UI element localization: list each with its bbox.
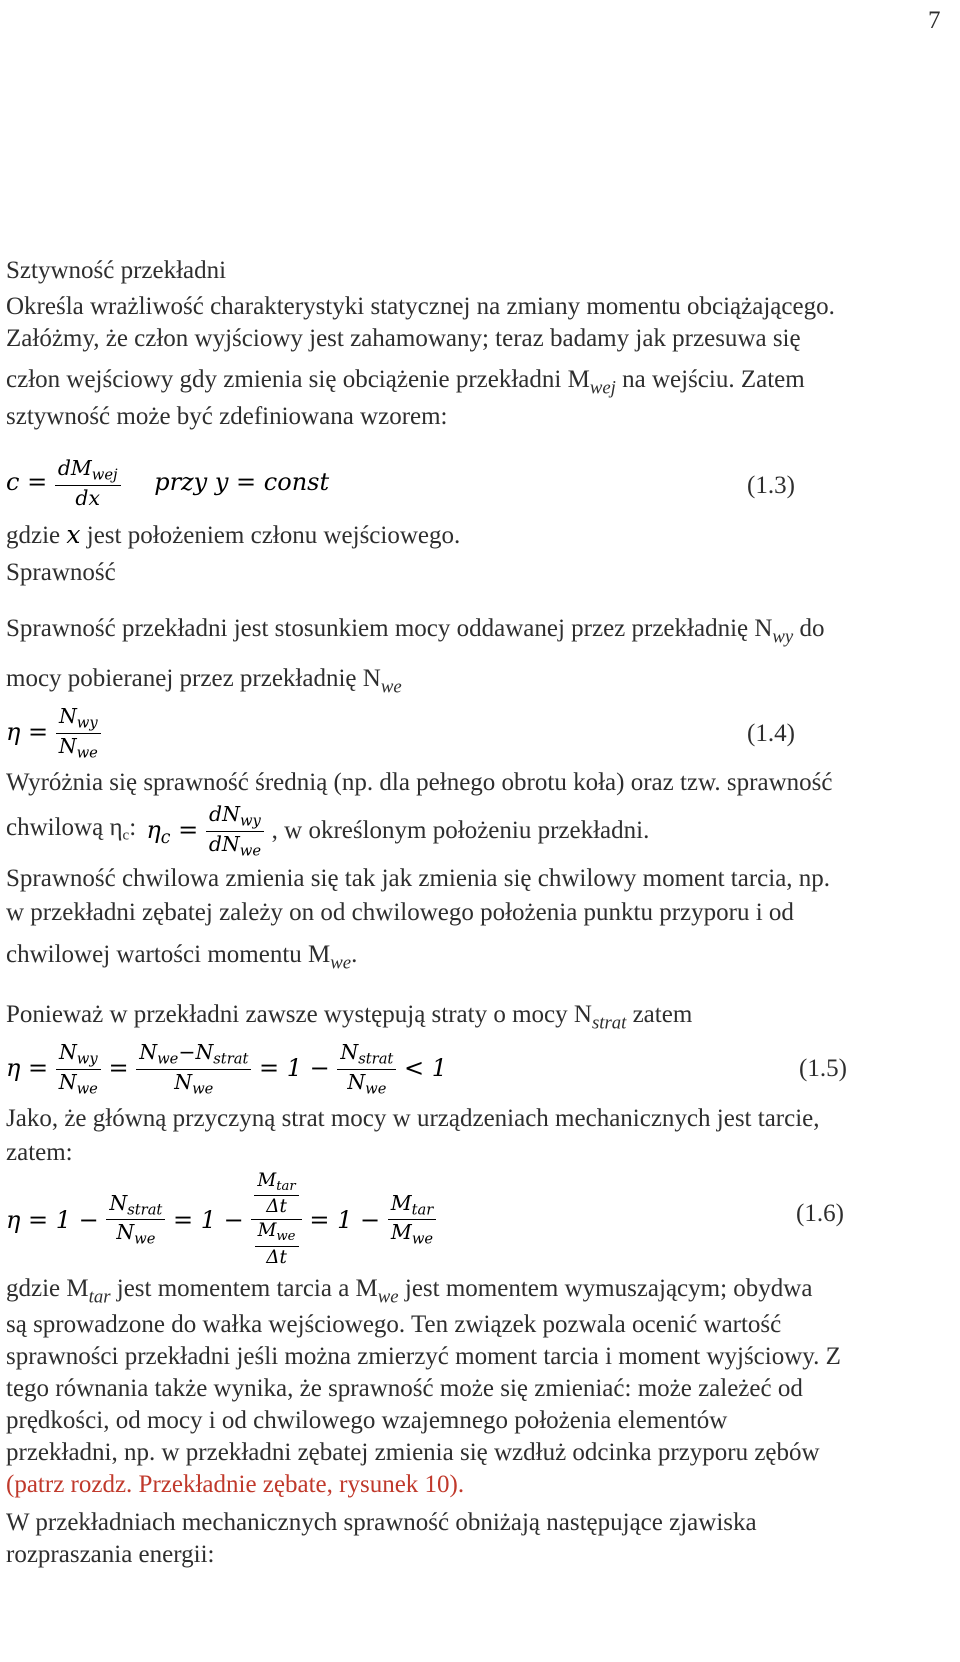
paragraph-line: zatem: — [6, 1139, 73, 1166]
equation-instantaneous: $\eta_c$ = $\frac{dN_{wy}}{dN_{we}}$ — [146, 816, 271, 844]
paragraph-line: Sprawność chwilowa zmienia się tak jak zmienia się chwilowy moment tarcia, np. — [6, 865, 831, 892]
equation-number: (1.4) — [747, 720, 795, 747]
paragraph-line: przekładni, np. w przekładni zębatej zmienia się wzdłuż odcinka przyporu zębów — [6, 1439, 820, 1466]
paragraph-line: gdzie x jest położeniem członu wejściowego. — [6, 520, 461, 549]
section-title-stiffness: Sztywność przekładni — [6, 257, 227, 284]
paragraph-line: Załóżmy, że człon wyjściowy jest zahamowany; teraz badamy jak przesuwa się — [6, 325, 801, 352]
equation-number: (1.6) — [796, 1200, 844, 1227]
paragraph-line: są sprowadzone do wałka wejściowego. Ten związek pozwala ocenić wartość — [6, 1311, 782, 1338]
paragraph-line: w przekładni zębatej zależy on od chwilowego położenia punktu przyporu i od — [6, 899, 794, 926]
paragraph-line: tego równania także wynika, że sprawność może się zmieniać: może zależeć od — [6, 1375, 803, 1402]
section-title-efficiency: Sprawność — [6, 559, 116, 586]
paragraph-line: rozpraszania energii: — [6, 1541, 215, 1568]
paragraph-line: Jako, że główną przyczyną strat mocy w urządzeniach mechanicznych jest tarcie, — [6, 1105, 820, 1132]
paragraph-line: sztywność może być zdefiniowana wzorem: — [6, 403, 448, 430]
cross-reference-link[interactable]: (patrz rozdz. Przekładnie zębate, rysunek 10). — [6, 1471, 465, 1498]
equation-1-5: η = $\frac{N_{wy}}{N_{we}}$ = $\frac{N_{we}-N_{strat}}{N_{we}}$ = 1 − $\frac{N_{strat}}{N_{we}}$ < 1 — [6, 1040, 447, 1098]
paragraph-line: chwilową ηc: $\eta_c$ = $\frac{dN_{wy}}{dN_{we}}$ , w określonym położeniu przekładni. — [6, 802, 650, 860]
paragraph-line: Wyróżnia się sprawność średnią (np. dla pełnego obrotu koła) oraz tzw. sprawność — [6, 769, 833, 796]
paragraph-line: człon wejściowy gdy zmienia się obciążenie przekładni $M_{wej}$ na wejściu. Zatem — [6, 366, 805, 399]
paragraph-line: mocy pobieranej przez przekładnię $N_{we}$ — [6, 665, 402, 698]
equation-number: (1.3) — [747, 472, 795, 499]
page-number: 7 — [928, 7, 941, 34]
paragraph-line: Ponieważ w przekładni zawsze występują straty o mocy $N_{strat}$ zatem — [6, 1001, 693, 1034]
paragraph-line: Określa wrażliwość charakterystyki statycznej na zmiany momentu obciążającego. — [6, 293, 835, 320]
paragraph-line: chwilowej wartości momentu $M_{we}$. — [6, 941, 358, 974]
paragraph-line: sprawności przekładni jeśli można zmierzyć moment tarcia i moment wyjściowy. Z — [6, 1343, 841, 1370]
equation-1-3: c = $\frac{dM_{wej}}{dx}$ przy y = const — [6, 456, 330, 510]
paragraph-line: gdzie $M_{tar}$ jest momentem tarcia a $M_{we}$ jest momentem wymuszającym; obydwa — [6, 1275, 813, 1308]
paragraph-line: W przekładniach mechanicznych sprawność obniżają następujące zjawiska — [6, 1509, 757, 1536]
paragraph-line: prędkości, od mocy i od chwilowego wzajemnego położenia elementów — [6, 1407, 728, 1434]
equation-number: (1.5) — [799, 1055, 847, 1082]
paragraph-line: Sprawność przekładni jest stosunkiem mocy oddawanej przez przekładnię $N_{wy}$ do — [6, 615, 825, 648]
equation-1-4: η = $\frac{N_{wy}}{N_{we}}$ — [6, 704, 101, 763]
equation-1-6: η = 1 − $\frac{N_{strat}}{N_{we}}$ = 1 − $\frac{\frac{M_{tar}}{\Delta t}}{\frac{M_{we}}{\Delta t}}$ = 1 − $\frac{M_{tar}}{M_{we}}$ — [6, 1170, 436, 1270]
